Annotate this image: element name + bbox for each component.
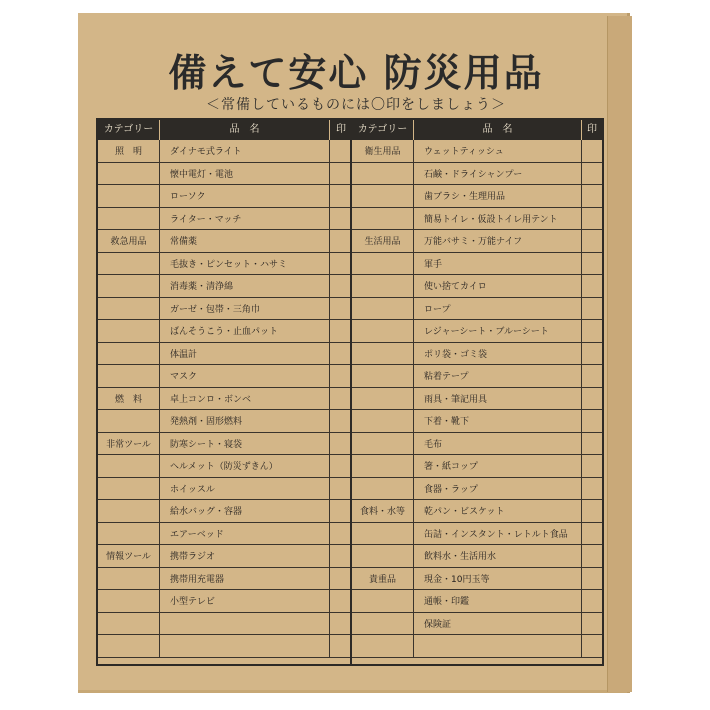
row-category: [98, 343, 160, 365]
row-category: [98, 635, 160, 657]
row-check-cell[interactable]: [330, 275, 352, 297]
row-check-cell[interactable]: [330, 365, 352, 387]
row-item: 粘着テープ: [414, 365, 582, 387]
row-check-cell[interactable]: [330, 163, 352, 185]
table-header: [98, 120, 350, 140]
row-item: 毛抜き・ピンセット・ハサミ: [160, 253, 330, 275]
row-category: [352, 320, 414, 342]
row-check-cell[interactable]: [582, 163, 602, 185]
row-category: [352, 208, 414, 230]
row-item: 常備薬: [160, 230, 330, 252]
row-check-cell[interactable]: [330, 208, 352, 230]
row-check-cell[interactable]: [582, 253, 602, 275]
table-row: [352, 410, 602, 433]
row-check-cell[interactable]: [330, 320, 352, 342]
row-item: [160, 635, 330, 657]
page-title: 備えて安心 防災用品: [168, 51, 544, 95]
row-check-cell[interactable]: [330, 388, 352, 410]
table-row: [352, 140, 602, 163]
row-category: [98, 500, 160, 522]
row-check-cell[interactable]: [330, 568, 352, 590]
row-item: 下着・靴下: [414, 410, 582, 432]
row-check-cell[interactable]: [582, 208, 602, 230]
table-row: [352, 478, 602, 501]
table-row: [98, 388, 350, 411]
row-check-cell[interactable]: [330, 500, 352, 522]
table-row: [98, 163, 350, 186]
table-row: [98, 365, 350, 388]
table-row: [352, 455, 602, 478]
table-row: [98, 208, 350, 231]
table-row: [98, 523, 350, 546]
table-row: [98, 433, 350, 456]
row-item: 保険証: [414, 613, 582, 635]
row-item: ガーゼ・包帯・三角巾: [160, 298, 330, 320]
row-item: 飲料水・生活用水: [414, 545, 582, 567]
table-row: [98, 635, 350, 658]
row-check-cell[interactable]: [330, 635, 352, 657]
row-check-cell[interactable]: [582, 613, 602, 635]
row-check-cell[interactable]: [582, 275, 602, 297]
table-row: [98, 500, 350, 523]
table-row: [352, 343, 602, 366]
box-side-flap: [607, 16, 632, 692]
header-category: カテゴリー: [352, 120, 414, 140]
row-check-cell[interactable]: [582, 343, 602, 365]
row-item: ライター・マッチ: [160, 208, 330, 230]
header-mark: 印: [336, 124, 346, 135]
row-item: 乾パン・ビスケット: [414, 500, 582, 522]
table-row: [352, 365, 602, 388]
left-column: [98, 120, 352, 664]
row-category: 情報ツール: [98, 545, 160, 567]
row-check-cell[interactable]: [582, 523, 602, 545]
row-item: [414, 635, 582, 657]
row-item: ダイナモ式ライト: [160, 140, 330, 162]
row-item: [160, 613, 330, 635]
row-item: 通帳・印鑑: [414, 590, 582, 612]
row-check-cell[interactable]: [582, 455, 602, 477]
row-check-cell[interactable]: [582, 568, 602, 590]
row-category: [352, 455, 414, 477]
row-category: 生活用品: [352, 230, 414, 252]
table-row: [98, 140, 350, 163]
row-category: [98, 208, 160, 230]
checklist-table: [96, 118, 604, 666]
table-row: [98, 275, 350, 298]
table-row: [352, 253, 602, 276]
table-row: [352, 388, 602, 411]
row-category: [352, 478, 414, 500]
row-category: [352, 545, 414, 567]
row-check-cell[interactable]: [330, 253, 352, 275]
row-check-cell[interactable]: [330, 478, 352, 500]
row-item: 小型テレビ: [160, 590, 330, 612]
row-category: [352, 433, 414, 455]
table-row: [98, 185, 350, 208]
row-check-cell[interactable]: [582, 500, 602, 522]
row-check-cell[interactable]: [582, 545, 602, 567]
table-row: [352, 613, 602, 636]
row-category: [98, 410, 160, 432]
row-check-cell[interactable]: [582, 320, 602, 342]
table-row: [98, 320, 350, 343]
row-category: [98, 568, 160, 590]
row-category: [352, 410, 414, 432]
row-check-cell[interactable]: [582, 433, 602, 455]
table-row: [352, 568, 602, 591]
row-item: 携帯用充電器: [160, 568, 330, 590]
row-category: [98, 275, 160, 297]
table-row: [98, 343, 350, 366]
row-category: [352, 185, 414, 207]
row-check-cell[interactable]: [582, 478, 602, 500]
row-item: ロープ: [414, 298, 582, 320]
row-check-cell[interactable]: [582, 298, 602, 320]
row-category: [352, 613, 414, 635]
row-item: 毛布: [414, 433, 582, 455]
row-category: [352, 275, 414, 297]
row-category: [352, 298, 414, 320]
row-item: ローソク: [160, 185, 330, 207]
row-category: [98, 163, 160, 185]
table-row: [352, 163, 602, 186]
row-check-cell[interactable]: [330, 185, 352, 207]
table-row: [98, 568, 350, 591]
row-category: [352, 365, 414, 387]
row-item: ヘルメット（防災ずきん）: [160, 455, 330, 477]
row-check-cell[interactable]: [582, 410, 602, 432]
row-item: 防寒シート・寝袋: [160, 433, 330, 455]
row-check-cell[interactable]: [582, 185, 602, 207]
row-item: 簡易トイレ・仮設トイレ用テント: [414, 208, 582, 230]
row-category: [98, 523, 160, 545]
table-row: [98, 590, 350, 613]
table-row: [352, 275, 602, 298]
row-item: 懐中電灯・電池: [160, 163, 330, 185]
row-check-cell[interactable]: [330, 298, 352, 320]
row-category: 照 明: [98, 140, 160, 162]
row-category: 救急用品: [98, 230, 160, 252]
row-item: 卓上コンロ・ボンベ: [160, 388, 330, 410]
row-category: [98, 455, 160, 477]
table-row: [352, 590, 602, 613]
row-category: 衛生用品: [352, 140, 414, 162]
row-category: [98, 320, 160, 342]
row-category: [98, 590, 160, 612]
row-item: レジャーシート・ブルーシート: [414, 320, 582, 342]
table-row: [98, 478, 350, 501]
row-item: 万能バサミ・万能ナイフ: [414, 230, 582, 252]
row-item: 体温計: [160, 343, 330, 365]
table-row: [98, 455, 350, 478]
row-item: 缶詰・インスタント・レトルト食品: [414, 523, 582, 545]
row-check-cell[interactable]: [582, 635, 602, 657]
row-item: 発熱剤・固形燃料: [160, 410, 330, 432]
row-check-cell[interactable]: [330, 523, 352, 545]
row-item: エアーベッド: [160, 523, 330, 545]
table-row: [98, 613, 350, 636]
row-item: 箸・紙コップ: [414, 455, 582, 477]
row-category: [98, 365, 160, 387]
table-row: [98, 545, 350, 568]
row-item: 食器・ラップ: [414, 478, 582, 500]
header-item: 品 名: [414, 120, 582, 140]
row-category: [98, 185, 160, 207]
row-check-cell[interactable]: [330, 140, 352, 162]
row-category: 貴重品: [352, 568, 414, 590]
row-check-cell[interactable]: [582, 590, 602, 612]
header-item: 品 名: [160, 120, 330, 140]
table-row: [98, 410, 350, 433]
row-category: [352, 253, 414, 275]
table-row: [352, 635, 602, 658]
row-category: [98, 478, 160, 500]
row-check-cell[interactable]: [330, 343, 352, 365]
row-check-cell[interactable]: [582, 365, 602, 387]
row-check-cell[interactable]: [330, 590, 352, 612]
row-category: [352, 635, 414, 657]
page-subtitle: ＜常備しているものには〇印をしましょう＞: [206, 97, 506, 113]
table-row: [352, 320, 602, 343]
row-item: 消毒薬・清浄綿: [160, 275, 330, 297]
row-category: 非常ツール: [98, 433, 160, 455]
row-item: ばんそうこう・止血パット: [160, 320, 330, 342]
row-item: 歯ブラシ・生理用品: [414, 185, 582, 207]
row-category: 食料・水等: [352, 500, 414, 522]
header-mark: 印: [587, 124, 597, 135]
table-row: [352, 545, 602, 568]
table-row: [98, 298, 350, 321]
row-item: ウェットティッシュ: [414, 140, 582, 162]
row-item: 給水バッグ・容器: [160, 500, 330, 522]
row-check-cell[interactable]: [330, 230, 352, 252]
table-row: [98, 230, 350, 253]
row-check-cell[interactable]: [330, 410, 352, 432]
row-item: 軍手: [414, 253, 582, 275]
row-category: [98, 613, 160, 635]
table-row: [352, 523, 602, 546]
row-check-cell[interactable]: [330, 545, 352, 567]
table-row: [352, 298, 602, 321]
row-item: 雨具・筆記用具: [414, 388, 582, 410]
table-row: [352, 500, 602, 523]
row-category: 燃 料: [98, 388, 160, 410]
row-category: [352, 343, 414, 365]
header-category: カテゴリー: [98, 120, 160, 140]
row-item: 現金・10円玉等: [414, 568, 582, 590]
row-check-cell[interactable]: [330, 455, 352, 477]
table-row: [352, 230, 602, 253]
right-column: [352, 120, 602, 664]
table-row: [352, 433, 602, 456]
row-item: ホイッスル: [160, 478, 330, 500]
row-item: 石鹸・ドライシャンプー: [414, 163, 582, 185]
row-category: [98, 253, 160, 275]
row-item: 使い捨てカイロ: [414, 275, 582, 297]
table-row: [352, 185, 602, 208]
table-header: [352, 120, 602, 140]
row-check-cell[interactable]: [330, 613, 352, 635]
row-category: [352, 523, 414, 545]
row-category: [352, 163, 414, 185]
row-item: マスク: [160, 365, 330, 387]
row-check-cell[interactable]: [582, 230, 602, 252]
row-category: [352, 590, 414, 612]
row-check-cell[interactable]: [582, 388, 602, 410]
table-row: [98, 253, 350, 276]
row-item: ポリ袋・ゴミ袋: [414, 343, 582, 365]
row-check-cell[interactable]: [330, 433, 352, 455]
row-category: [98, 298, 160, 320]
row-item: 携帯ラジオ: [160, 545, 330, 567]
table-row: [352, 208, 602, 231]
row-check-cell[interactable]: [582, 140, 602, 162]
row-category: [352, 388, 414, 410]
